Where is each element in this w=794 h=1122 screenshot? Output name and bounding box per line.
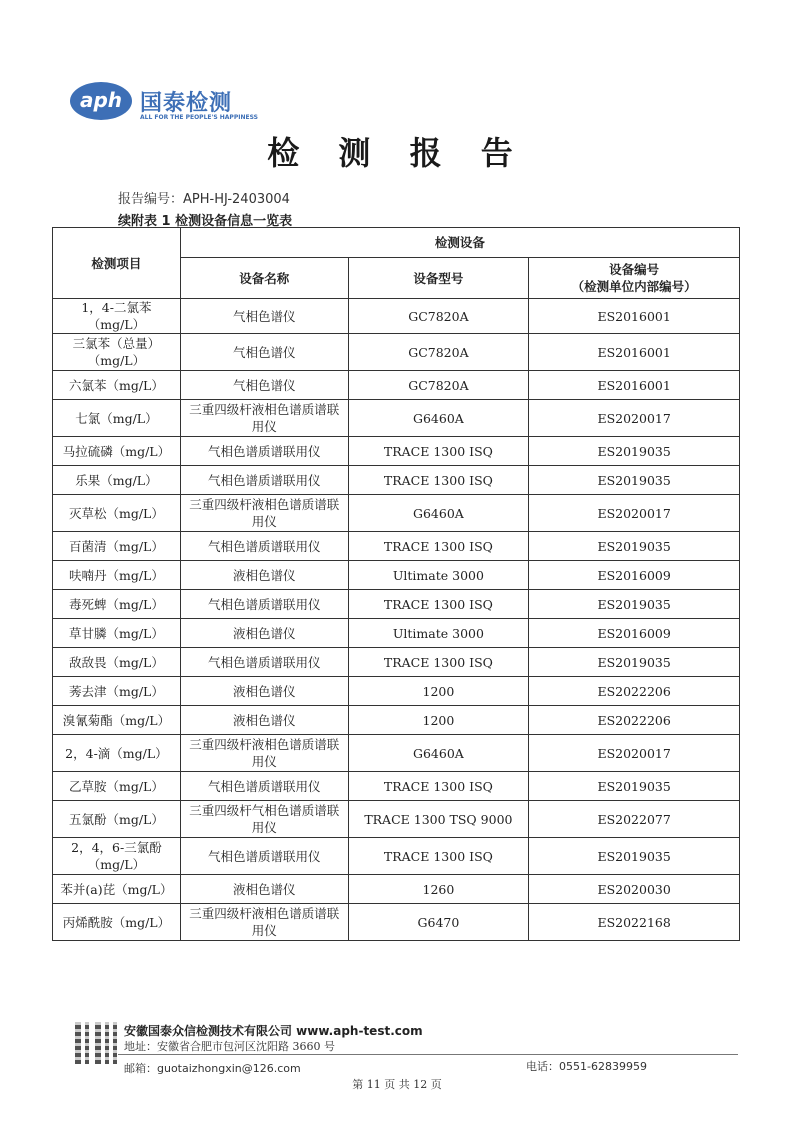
- cell-item: 丙烯酰胺（mg/L）: [53, 904, 181, 941]
- cell-item: 乙草胺（mg/L）: [53, 772, 181, 801]
- cell-item: 溴氰菊酯（mg/L）: [53, 706, 181, 735]
- logo-mark: aph: [70, 82, 132, 120]
- cell-name: 三重四级杆液相色谱质谱联用仪: [180, 904, 348, 941]
- cell-item: 乐果（mg/L）: [53, 466, 181, 495]
- table-row: [53, 677, 740, 706]
- table-row: [53, 334, 740, 371]
- equipment-table: [52, 227, 740, 941]
- cell-name: 气相色谱仪: [180, 371, 348, 400]
- cell-name: 液相色谱仪: [180, 706, 348, 735]
- cell-code: ES2016001: [529, 371, 740, 400]
- header-equipment-code: [529, 258, 740, 299]
- cell-code: ES2016001: [529, 299, 740, 334]
- cell-name: 气相色谱质谱联用仪: [180, 648, 348, 677]
- table-row: [53, 437, 740, 466]
- table-row: [53, 904, 740, 941]
- table-row: [53, 735, 740, 772]
- cell-model: 1200: [348, 706, 529, 735]
- cell-code: ES2022206: [529, 677, 740, 706]
- cell-code: ES2016009: [529, 619, 740, 648]
- cell-code: ES2022206: [529, 706, 740, 735]
- header-equipment: 检测设备: [180, 228, 739, 258]
- table-row: [53, 299, 740, 334]
- cell-model: GC7820A: [348, 299, 529, 334]
- logo-name: 国泰检测: [140, 91, 233, 116]
- cell-item: 七氯（mg/L）: [53, 400, 181, 437]
- cell-code: ES2019035: [529, 532, 740, 561]
- cell-item: 三氯苯（总量）（mg/L）: [53, 334, 181, 371]
- cell-name: 液相色谱仪: [180, 561, 348, 590]
- header-code-line1: 设备编号: [609, 262, 660, 277]
- footer-address: 地址：安徽省合肥市包河区沈阳路 3660 号: [124, 1040, 335, 1053]
- page-number: 第 11 页 共 12 页: [352, 1078, 442, 1091]
- cell-code: ES2022168: [529, 904, 740, 941]
- cell-model: TRACE 1300 ISQ: [348, 466, 529, 495]
- cell-item: 百菌清（mg/L）: [53, 532, 181, 561]
- cell-model: G6470: [348, 904, 529, 941]
- header-code-line2: （检测单位内部编号）: [571, 279, 697, 294]
- table-row: [53, 838, 740, 875]
- cell-model: Ultimate 3000: [348, 619, 529, 648]
- cell-code: ES2016009: [529, 561, 740, 590]
- table-row: [53, 801, 740, 838]
- table-row: [53, 466, 740, 495]
- cell-model: GC7820A: [348, 371, 529, 400]
- cell-code: ES2020017: [529, 735, 740, 772]
- cell-code: ES2019035: [529, 772, 740, 801]
- header-test-item: 检测项目: [53, 228, 181, 299]
- cell-model: TRACE 1300 ISQ: [348, 648, 529, 677]
- cell-model: GC7820A: [348, 334, 529, 371]
- cell-name: 气相色谱仪: [180, 334, 348, 371]
- cell-item: 草甘膦（mg/L）: [53, 619, 181, 648]
- footer-phone: 电话：0551-62839959: [526, 1060, 647, 1073]
- cell-item: 苯并(a)芘（mg/L）: [53, 875, 181, 904]
- table-row: [53, 532, 740, 561]
- table-row: [53, 400, 740, 437]
- cell-name: 三重四级杆液相色谱质谱联用仪: [180, 495, 348, 532]
- cell-item: 五氯酚（mg/L）: [53, 801, 181, 838]
- cell-name: 三重四级杆液相色谱质谱联用仪: [180, 735, 348, 772]
- table-row: [53, 875, 740, 904]
- cell-name: 气相色谱质谱联用仪: [180, 532, 348, 561]
- cell-name: 气相色谱仪: [180, 299, 348, 334]
- cell-item: 毒死蜱（mg/L）: [53, 590, 181, 619]
- table-row: [53, 772, 740, 801]
- footer-company: 安徽国泰众信检测技术有限公司 www.aph-test.com: [124, 1024, 423, 1038]
- table-row: [53, 590, 740, 619]
- table-row: [53, 706, 740, 735]
- footer-email: 邮箱：guotaizhongxin@126.com: [124, 1062, 301, 1075]
- cell-code: ES2022077: [529, 801, 740, 838]
- cell-model: TRACE 1300 ISQ: [348, 590, 529, 619]
- cell-name: 液相色谱仪: [180, 619, 348, 648]
- table-caption: 续附表 1 检测设备信息一览表: [118, 214, 293, 229]
- header-equipment-model: 设备型号: [348, 258, 529, 299]
- cell-code: ES2019035: [529, 590, 740, 619]
- cell-item: 2，4，6-三氯酚（mg/L）: [53, 838, 181, 875]
- cell-item: 敌敌畏（mg/L）: [53, 648, 181, 677]
- table-row: [53, 561, 740, 590]
- cell-model: 1260: [348, 875, 529, 904]
- cell-item: 六氯苯（mg/L）: [53, 371, 181, 400]
- cell-model: G6460A: [348, 735, 529, 772]
- cell-code: ES2019035: [529, 648, 740, 677]
- cell-model: TRACE 1300 ISQ: [348, 532, 529, 561]
- cell-code: ES2019035: [529, 466, 740, 495]
- qr-code: [75, 1022, 117, 1064]
- table-row: [53, 371, 740, 400]
- cell-name: 气相色谱质谱联用仪: [180, 772, 348, 801]
- cell-item: 莠去津（mg/L）: [53, 677, 181, 706]
- cell-item: 马拉硫磷（mg/L）: [53, 437, 181, 466]
- cell-code: ES2019035: [529, 838, 740, 875]
- cell-item: 呋喃丹（mg/L）: [53, 561, 181, 590]
- cell-model: TRACE 1300 ISQ: [348, 437, 529, 466]
- cell-name: 气相色谱质谱联用仪: [180, 437, 348, 466]
- cell-code: ES2019035: [529, 437, 740, 466]
- report-number: 报告编号：APH-HJ-2403004: [118, 192, 290, 207]
- table-row: [53, 648, 740, 677]
- cell-model: 1200: [348, 677, 529, 706]
- table-row: [53, 495, 740, 532]
- cell-code: ES2020017: [529, 400, 740, 437]
- cell-model: Ultimate 3000: [348, 561, 529, 590]
- cell-item: 灭草松（mg/L）: [53, 495, 181, 532]
- report-title: 检 测 报 告: [267, 134, 527, 172]
- cell-model: G6460A: [348, 495, 529, 532]
- cell-name: 气相色谱质谱联用仪: [180, 838, 348, 875]
- cell-name: 液相色谱仪: [180, 677, 348, 706]
- cell-model: TRACE 1300 ISQ: [348, 772, 529, 801]
- cell-item: 2，4-滴（mg/L）: [53, 735, 181, 772]
- cell-name: 气相色谱质谱联用仪: [180, 466, 348, 495]
- cell-name: 三重四级杆气相色谱质谱联用仪: [180, 801, 348, 838]
- cell-item: 1，4-二氯苯（mg/L）: [53, 299, 181, 334]
- cell-name: 液相色谱仪: [180, 875, 348, 904]
- footer-divider: [118, 1054, 738, 1055]
- company-logo: [70, 80, 270, 130]
- table-row: [53, 619, 740, 648]
- logo-slogan: ALL FOR THE PEOPLE'S HAPPINESS: [140, 114, 258, 121]
- cell-model: G6460A: [348, 400, 529, 437]
- cell-code: ES2016001: [529, 334, 740, 371]
- cell-code: ES2020030: [529, 875, 740, 904]
- cell-name: 三重四级杆液相色谱质谱联用仪: [180, 400, 348, 437]
- header-equipment-name: 设备名称: [180, 258, 348, 299]
- cell-code: ES2020017: [529, 495, 740, 532]
- cell-name: 气相色谱质谱联用仪: [180, 590, 348, 619]
- cell-model: TRACE 1300 ISQ: [348, 838, 529, 875]
- cell-model: TRACE 1300 TSQ 9000: [348, 801, 529, 838]
